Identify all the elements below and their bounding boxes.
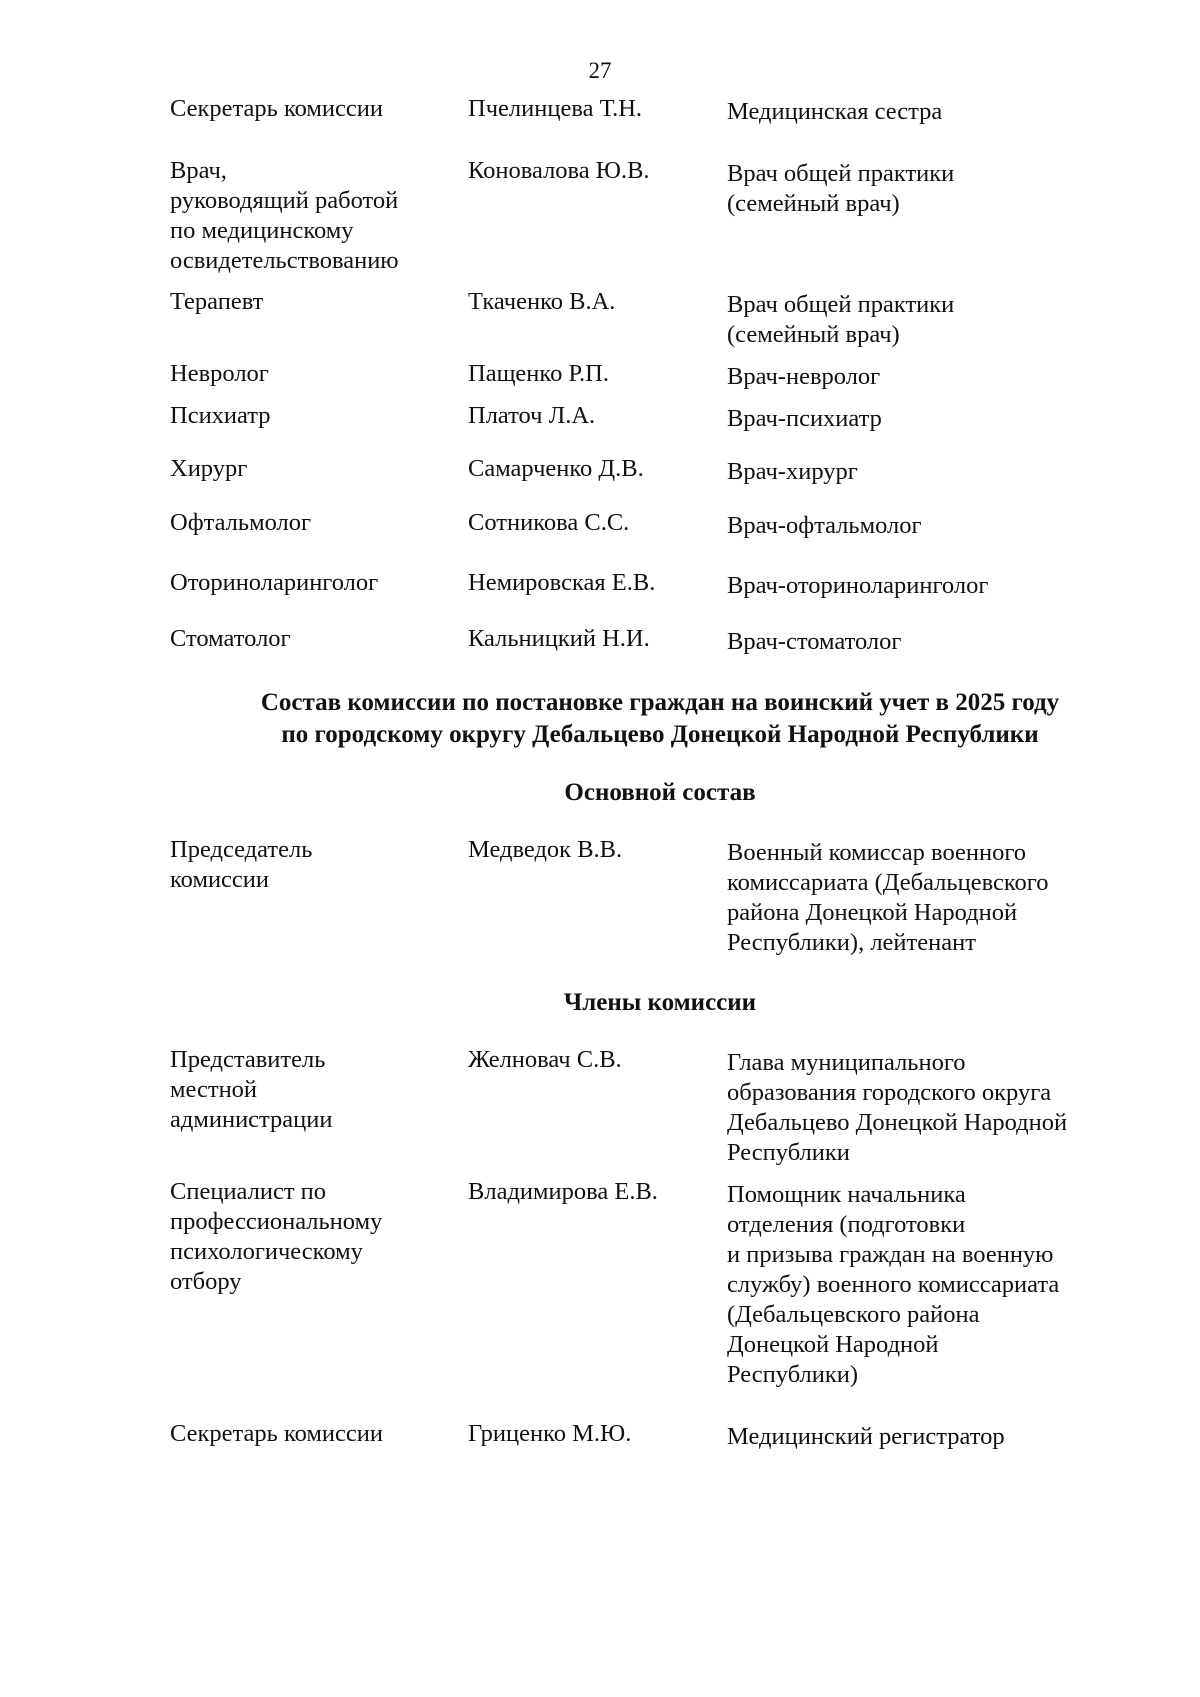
position-cell: Врач общей практики (семейный врач): [727, 160, 955, 217]
position-cell: Врач-оториноларинголог: [727, 572, 989, 599]
role-cell: Офтальмолог: [170, 509, 312, 536]
name-cell: Коновалова Ю.В.: [468, 157, 650, 184]
role-cell: Секретарь комиссии: [170, 1420, 383, 1447]
name-cell: Медведок В.В.: [468, 836, 623, 863]
section-title-line-2: по городскому округу Дебальцево Донецкой Народной Республики: [281, 721, 1039, 748]
role-cell: Стоматолог: [170, 625, 291, 652]
position-cell: Врач-невролог: [727, 363, 881, 390]
position-cell: Глава муниципального образования городского округа Дебальцево Донецкой Народной Республики: [727, 1049, 1068, 1166]
name-cell: Кальницкий Н.И.: [468, 625, 650, 652]
name-cell: Желновач С.В.: [468, 1046, 622, 1073]
name-cell: Пчелинцева Т.Н.: [468, 95, 643, 122]
role-cell: Невролог: [170, 360, 269, 387]
page-number: 27: [588, 58, 612, 83]
role-cell: Хирург: [170, 455, 248, 482]
position-cell: Врач-психиатр: [727, 405, 882, 432]
name-cell: Ткаченко В.А.: [468, 288, 616, 315]
name-cell: Платоч Л.А.: [468, 402, 596, 429]
position-cell: Врач-хирург: [727, 458, 858, 485]
role-cell: Психиатр: [170, 402, 271, 429]
position-cell: Врач-офтальмолог: [727, 512, 922, 539]
members-heading: Члены комиссии: [563, 989, 757, 1016]
section-title-line-1: Состав комиссии по постановке граждан на воинский учет в 2025 году: [260, 689, 1060, 716]
role-cell: Специалист по профессиональному психологическому отбору: [170, 1178, 383, 1295]
role-cell: Оториноларинголог: [170, 569, 379, 596]
name-cell: Гриценко М.Ю.: [468, 1420, 632, 1447]
role-cell: Председатель комиссии: [170, 836, 313, 893]
name-cell: Немировская Е.В.: [468, 569, 656, 596]
position-cell: Врач-стоматолог: [727, 628, 902, 655]
role-cell: Представитель местной администрации: [170, 1046, 333, 1133]
position-cell: Врач общей практики (семейный врач): [727, 291, 955, 348]
name-cell: Пащенко Р.П.: [468, 360, 609, 387]
position-cell: Медицинский регистратор: [727, 1423, 1005, 1450]
name-cell: Сотникова С.С.: [468, 509, 630, 536]
position-cell: Помощник начальника отделения (подготовки и призыва граждан на военную службу) военного комиссариата (Дебальцевского района Донецкой Народной Республики): [727, 1181, 1060, 1388]
name-cell: Самарченко Д.В.: [468, 455, 644, 482]
role-cell: Терапевт: [170, 288, 264, 315]
role-cell: Секретарь комиссии: [170, 95, 383, 122]
name-cell: Владимирова Е.В.: [468, 1178, 658, 1205]
position-cell: Военный комиссар военного комиссариата (Дебальцевского района Донецкой Народной Республики), лейтенант: [727, 839, 1049, 956]
main-composition-heading: Основной состав: [564, 779, 756, 806]
position-cell: Медицинская сестра: [727, 98, 943, 125]
role-cell: Врач, руководящий работой по медицинскому освидетельствованию: [170, 157, 399, 274]
